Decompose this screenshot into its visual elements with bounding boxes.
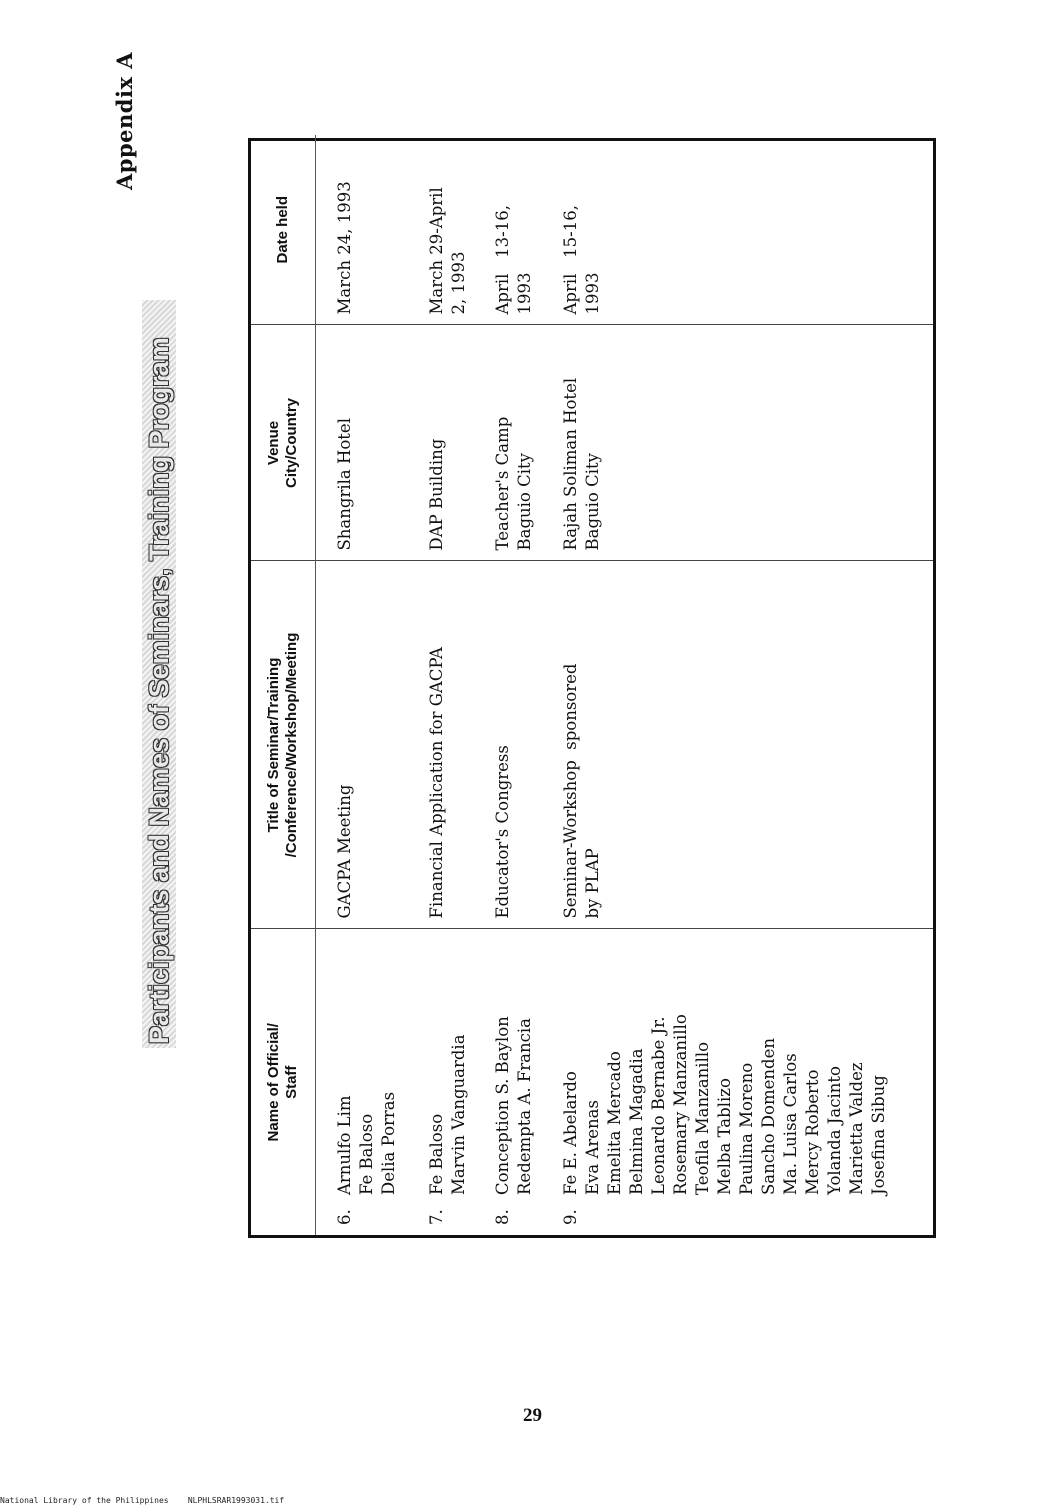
participant-name: Sancho Domenden <box>759 1038 778 1195</box>
row-number: 6. <box>335 1209 354 1225</box>
header-date: Date held <box>251 135 316 325</box>
participant-name: Delia Porras <box>379 1091 398 1195</box>
date-held <box>492 145 560 315</box>
titles-column <box>316 561 934 929</box>
row-number: 7. <box>427 1209 446 1225</box>
participant-name: Eva Arenas <box>583 1100 602 1195</box>
participant-name: Marvin Vanguardia <box>449 1034 468 1195</box>
seminar-title-line: by PLAP <box>583 848 602 919</box>
participant-name: Fe E. Abelardo <box>561 1071 580 1195</box>
participant-name: Ma. Luisa Carlos <box>781 1053 800 1195</box>
seminar-title-line: GACPA Meeting <box>335 784 354 919</box>
participant-name: Conception S. Baylon <box>493 1016 512 1195</box>
seminar-title <box>334 572 426 919</box>
venue-line: Baguio City <box>583 453 602 551</box>
seminar-title-line: Educator's Congress <box>493 745 512 919</box>
table-body-row <box>316 135 934 1235</box>
participant-name: Teofila Manzanillo <box>693 1041 712 1195</box>
date-held-line: April 13-16, <box>493 205 512 315</box>
participant-name: Arnulfo Lim <box>335 1095 354 1195</box>
header-venue: Venue City/Country <box>251 325 316 561</box>
participant-name: Rosemary Manzanillo <box>671 1014 690 1195</box>
header-title: Title of Seminar/Training /Conference/Workshop/Meeting <box>251 561 316 929</box>
participant-name: Paulina Moreno <box>737 1062 756 1195</box>
venue <box>560 336 604 551</box>
appendix-label: Appendix A <box>112 51 137 190</box>
date-held-line: 2, 1993 <box>449 251 468 315</box>
venue-line: Baguio City <box>515 453 534 551</box>
date-held-line: 1993 <box>515 272 534 315</box>
venue <box>492 336 560 551</box>
date-held-line: April 15-16, <box>561 205 580 315</box>
seminars-table <box>248 138 936 1238</box>
table-row-names <box>560 940 890 1226</box>
date-held <box>334 145 426 315</box>
date-held <box>426 145 492 315</box>
venue-line: Shangrila Hotel <box>335 418 354 551</box>
header-name: Name of Official/ Staff <box>251 929 316 1235</box>
participant-name: Josefina Sibug <box>869 1075 888 1195</box>
date-held-line: 1993 <box>583 272 602 315</box>
participant-name: Mercy Roberto <box>803 1069 822 1195</box>
names-column <box>316 929 934 1235</box>
participant-name: Leonardo Bernabe Jr. <box>649 1016 668 1195</box>
row-number: 8. <box>493 1209 512 1225</box>
seminar-title-line: Seminar-Workshop sponsored <box>561 663 580 919</box>
table-header-row <box>251 135 316 1235</box>
table-row-names <box>492 940 560 1226</box>
page-number: 29 <box>523 1405 542 1426</box>
date-held <box>560 145 604 315</box>
participant-name: Marietta Valdez <box>847 1062 866 1195</box>
seminar-title <box>426 572 492 919</box>
page-title: Participants and Names of Seminars, Training Program <box>142 300 176 1048</box>
seminar-title <box>560 572 604 919</box>
scan-footer: National Library of the Philippines NLPHLSRAR1993031.tif <box>0 1496 285 1505</box>
date-held-line: March 29-April <box>427 187 446 315</box>
seminar-title-line: Financial Application for GACPA <box>427 647 446 919</box>
venue-line: Rajah Soliman Hotel <box>561 377 580 551</box>
table-row-names <box>334 940 426 1226</box>
participant-name: Belmina Magadia <box>627 1048 646 1195</box>
venue <box>334 336 426 551</box>
venues-column <box>316 325 934 561</box>
participant-name: Fe Baloso <box>427 1113 446 1195</box>
venue-line: Teacher's Camp <box>493 416 512 551</box>
venue <box>426 336 492 551</box>
seminar-title <box>492 572 560 919</box>
participant-name: Emelita Mercado <box>605 1051 624 1195</box>
dates-column <box>316 135 934 325</box>
table-row-names <box>426 940 492 1226</box>
participant-name: Fe Baloso <box>357 1113 376 1195</box>
participant-name: Yolanda Jacinto <box>825 1066 844 1195</box>
row-number: 9. <box>561 1209 580 1225</box>
participant-name: Redempta A. Francia <box>515 1018 534 1195</box>
date-held-line: March 24, 1993 <box>335 181 354 315</box>
venue-line: DAP Building <box>427 438 446 551</box>
participant-name: Melba Tablizo <box>715 1078 734 1195</box>
